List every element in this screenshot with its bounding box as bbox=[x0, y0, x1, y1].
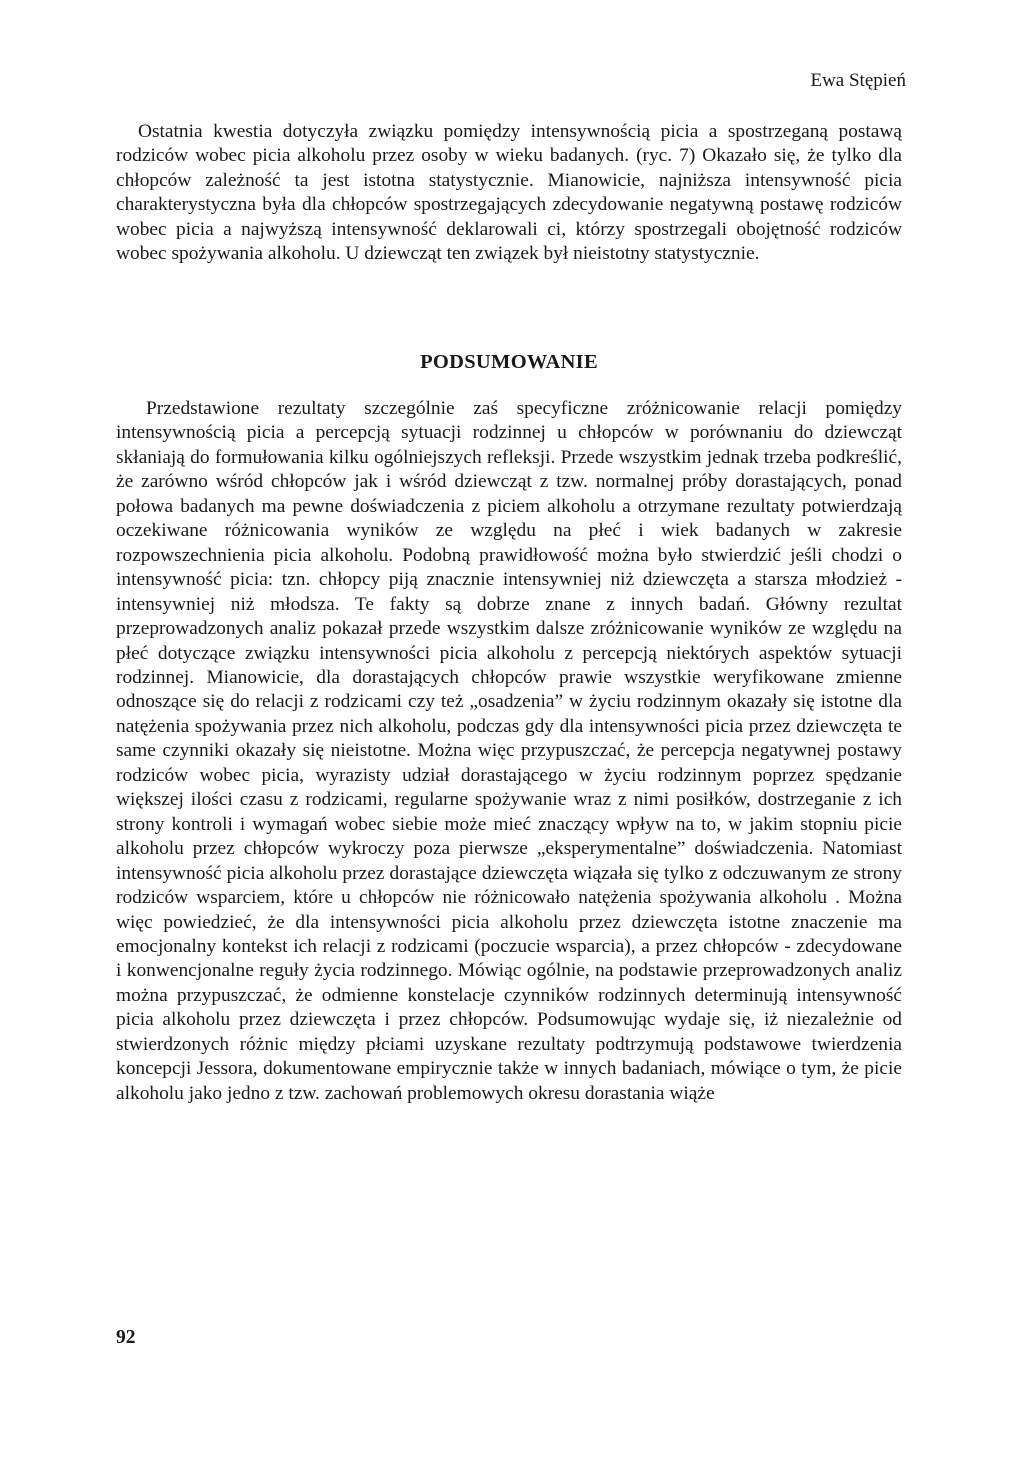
section-heading: PODSUMOWANIE bbox=[420, 351, 598, 373]
running-header-author: Ewa Stępień bbox=[810, 70, 906, 91]
body-paragraph-1: Ostatnia kwestia dotyczyła związku pomiędzy intensywnością picia a spostrzeganą postawą rodziców wobec picia alkoholu przez osoby w wieku badanych. (ryc. 7) Okazało się, że tylko dla chłopców zależność ta jest istotna statystycznie. Mianowicie, najniższa intensywność picia charakterystyczna była dla chłopców spostrzegających zdecydowanie negatywną postawę rodziców wobec picia a najwyższą intensywność deklarowali ci, którzy spostrzegali obojętność rodziców wobec spożywania alkoholu. U dziewcząt ten związek był nieistotny statystycznie. bbox=[116, 121, 902, 265]
body-paragraph-2: Przedstawione rezultaty szczególnie zaś specyficzne zróżnicowanie relacji pomiędzy intensywnością picia a percepcją sytuacji rodzinnej u chłopców w porównaniu do dziewcząt skłaniają do formułowania kilku ogólniejszych refleksji. Przede wszystkim jednak trzeba podkreślić, że zarówno wśród chłopców jak i wśród dziewcząt z tzw. normalnej próby dorastających, ponad połowa badanych ma pewne doświadczenia z piciem alkoholu a otrzymane rezultaty potwierdzają oczekiwane różnicowania wyników ze względu na płeć i wiek badanych w zakresie rozpowszechnienia picia alkoholu. Podobną prawidłowość można było stwierdzić jeśli chodzi o intensywność picia: tzn. chłopcy piją znacznie intensywniej niż dziewczęta a starsza młodzież - intensywniej niż młodsza. Te fakty są dobrze znane z innych badań. Główny rezultat przeprowadzonych analiz pokazał przede wszystkim dalsze zróżnicowanie wyników ze względu na płeć dotyczące związku intensywności picia alkoholu z percepcją niektórych aspektów sytuacji rodzinnej. Mianowicie, dla dorastających chłopców prawie wszystkie weryfikowane zmienne odnoszące się do relacji z rodzicami czy też „osadzenia” w życiu rodzinnym okazały się istotne dla natężenia spożywania przez nich alkoholu, podczas gdy dla intensywności picia przez dziewczęta te same czynniki okazały się nieistotne. Można więc przypuszczać, że percepcja negatywnej postawy rodziców wobec picia, wyrazisty udział dorastającego w życiu rodzinnym poprzez spędzanie większej ilości czasu z rodzicami, regularne spożywanie wraz z nimi posiłków, dostrzeganie z ich strony kontroli i wymagań wobec siebie może mieć znaczący wpływ na to, w jakim stopniu picie alkoholu przez chłopców wykroczy poza pierwsze „eksperymentalne” doświadczenia. Natomiast intensywność picia alkoholu przez dorastające dziewczęta wiązała się tylko z odczuwanym ze strony rodziców wsparciem, które u chłopców nie różnicowało natężenia spożywania alkoholu . Można więc powiedzieć, że dla intensywności picia alkoholu przez dziewczęta istotne znaczenie ma emocjonalny kontekst ich relacji z rodzicami (poczucie wsparcia), a przez chłopców - zdecydowane i konwencjonalne reguły życia rodzinnego. Mówiąc ogólnie, na podstawie przeprowadzonych analiz można przypuszczać, że odmienne konstelacje czynników rodzinnych determinują intensywność picia alkoholu przez dziewczęta i przez chłopców. Podsumowując wydaje się, iż niezależnie od stwierdzonych różnic między płciami uzyskane rezultaty podtrzymują podstawowe twierdzenia koncepcji Jessora, dokumentowane empirycznie także w innych badaniach, mówiące o tym, że picie alkoholu jako jedno z tzw. zachowań problemowych okresu dorastania wiąże bbox=[116, 398, 902, 1104]
page-number: 92 bbox=[116, 1327, 136, 1348]
